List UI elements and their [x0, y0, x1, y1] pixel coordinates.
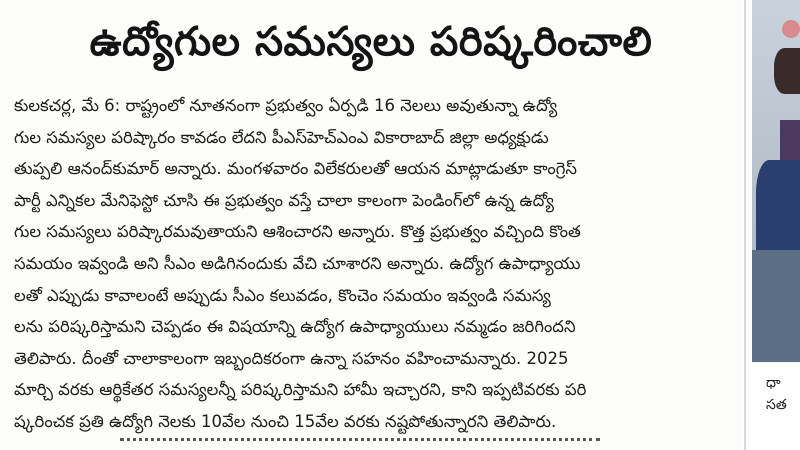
caption-line: సత: [766, 397, 787, 413]
article-body: [14, 90, 738, 438]
adjacent-photo-caption: [766, 372, 800, 416]
article-line: లతో ఎప్పుడు కావాలంటే అప్పుడు సీఎం కలువడం, కొంచెం సమయం ఇవ్వండి సమస్య: [14, 285, 551, 305]
article-headline: ఉద్యోగుల సమస్యలు పరిష్కరించాలి: [89, 19, 653, 65]
article-line: ష్కరించక ప్రతి ఉద్యోగి నెలకు 10వేల నుంచి 15వేల వరకు నష్టపోతున్నారని తెలిపారు.: [14, 411, 557, 431]
article-line: కులకచర్ల, మే 6: రాష్ట్రంలో నూతనంగా ప్రభుత్వం ఏర్పడి 16 నెలలు అవుతున్నా ఉద్యో: [14, 96, 558, 115]
article-line: గుల సమస్యలు పరిష్కారమవుతాయని ఆశించారని అన్నారు. కొత్త ప్రభుత్వం వచ్చింది కొంత: [14, 222, 581, 242]
adjacent-news-photo: [752, 0, 800, 362]
article-line: లను పరిష్కరిస్తామని చెప్పడం ఈ విషయాన్ని ఉద్యోగ ఉపాధ్యాయులు నమ్మడం జరిగిందని: [14, 317, 576, 337]
article-line: తెలిపారు. దీంతో చాలాకాలంగా ఇబ్బందికరంగా ఉన్నా సహనం వహించామన్నారు. 2025: [14, 348, 569, 368]
cropped-subheading: [120, 438, 600, 450]
column-divider: [744, 0, 746, 450]
article-line: సమయం ఇవ్వండి అని సీఎం అడిగినందుకు వేచి చూశారని అన్నారు. ఉద్యోగ ఉపాధ్యాయు: [14, 253, 581, 273]
caption-line: ధా: [766, 375, 781, 391]
article-line: గుల సమస్యల పరిష్కారం కావడం లేదని పీఎస్‌హెచ్ఎంఎ వికారాబాద్ జిల్లా అధ్యక్షుడు: [14, 127, 549, 147]
article-line: తుప్పలి ఆనంద్‌కుమార్ అన్నారు. మంగళవారం విలేకరులతో ఆయన మాట్లాడుతూ కాంగ్రెస్: [14, 159, 577, 179]
article-line: మార్చి వరకు ఆర్థికేతర సమస్యలన్నీ పరిష్కరిస్తామని హామీ ఇచ్చారని, కాని ఇప్పటివరకు పరి: [14, 380, 587, 400]
article-line: పార్టీ ఎన్నికల మేనిఫెస్టో చూసి ఈ ప్రభుత్వం వస్తే చాలా కాలంగా పెండింగ్‌లో ఉన్న ఉద్యో: [14, 190, 554, 210]
